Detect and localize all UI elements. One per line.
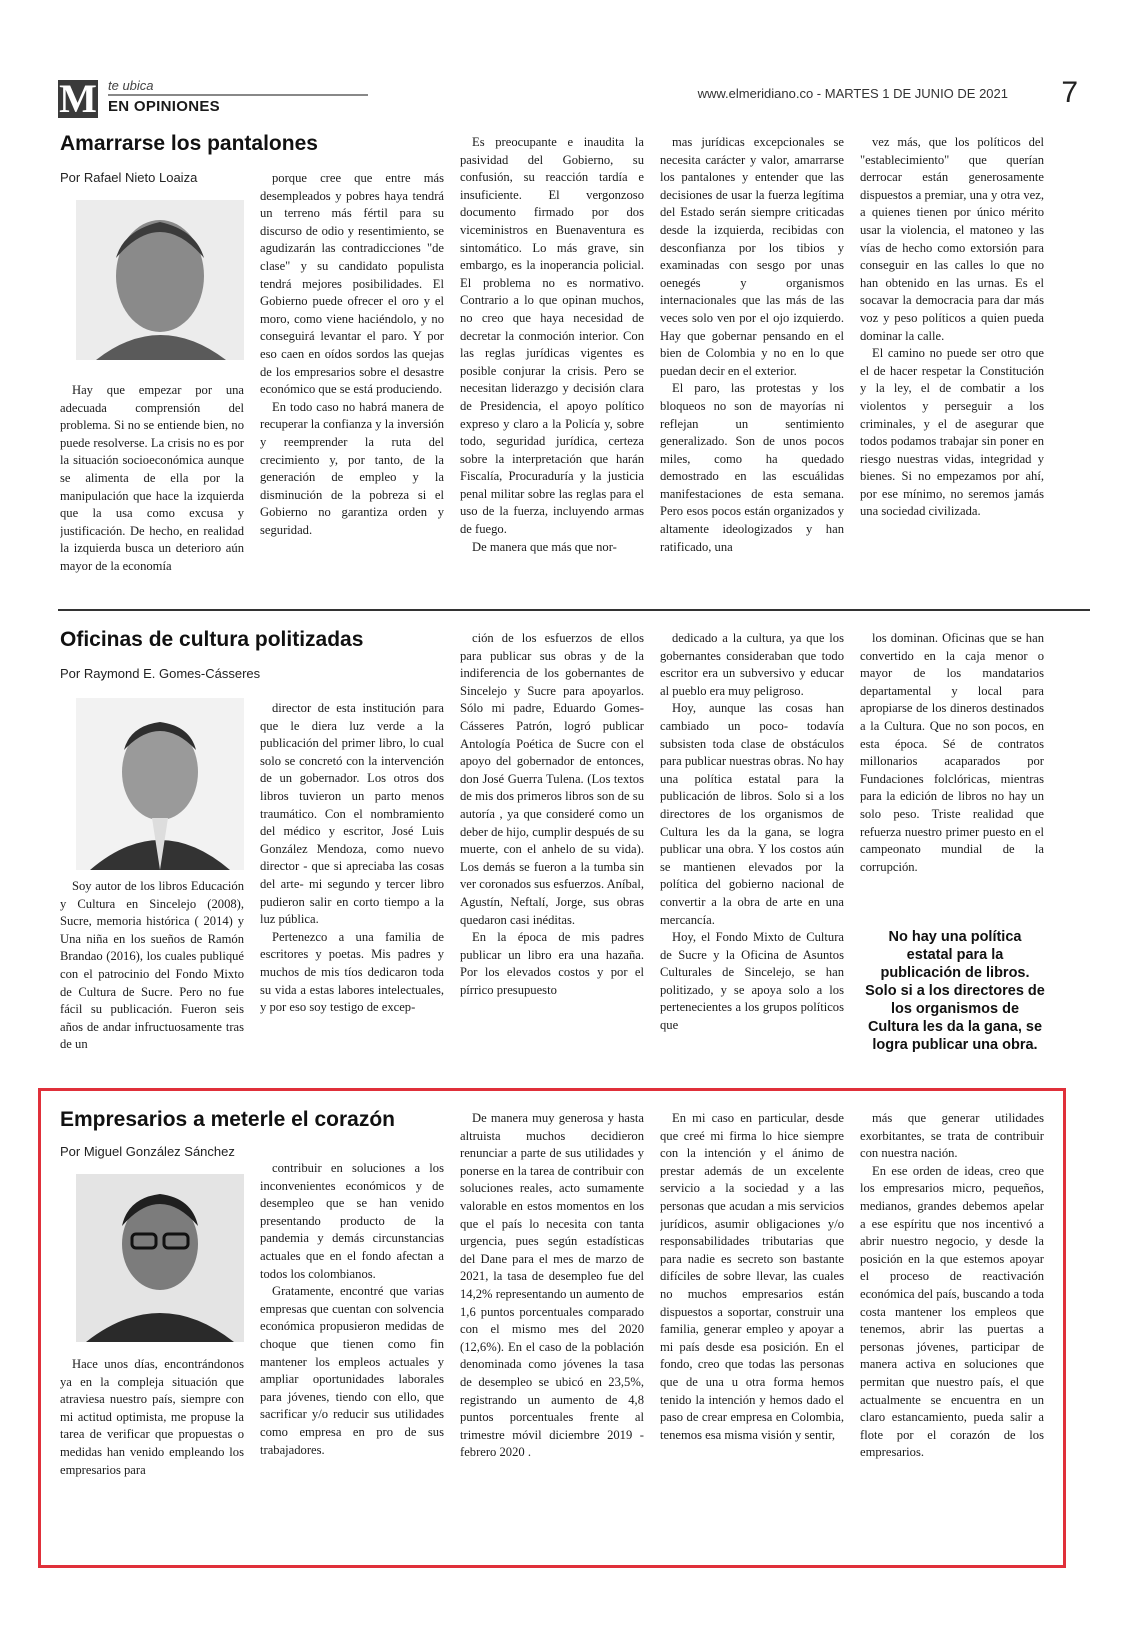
paragraph: Hoy, el Fondo Mixto de Cultura de Sucre y la Oficina de Asuntos Culturales de Sincelejo, se han politizado, y se apoya solo a los pertenecientes a los grupos políticos que — [660, 930, 844, 1033]
dateline: www.elmeridiano.co - MARTES 1 DE JUNIO DE 2021 — [697, 86, 1008, 101]
section-name: EN OPINIONES — [108, 98, 220, 115]
paragraph: Es preocupante e inaudita la pasividad del Gobierno, su confusión, su reacción tardía e insuficiente. El vergonzoso documento firmado por dos viceministros en Buenaventura es sintomático. Lo más grave, sin embargo, es la inoperancia policial. El problema no es normativo. Contrario a lo que opinan muchos, no creo que haya necesidad de decretar la conmoción interior. Con las reglas jurídicas vigentes es posible conjurar la crisis. Pero se necesitan liderazgo y decisión clara de Presidencia, el apoyo político expreso y claro a la Policía y, sobre todo, seguridad jurídica, certeza sobre la interpretación que harán Fiscalía, Procuraduría y la justicia penal militar sobre las reglas para el uso de la fuerza, incluyendo armas de fuego. — [460, 135, 644, 537]
article-column-4 — [660, 630, 844, 1078]
article-title: Oficinas de cultura politizadas — [60, 628, 364, 651]
paragraph: En ese orden de ideas, creo que los empresarios micro, pequeños, medianos, grandes debemos apelar a ese espíritu que nos incentivó a abrir nuestro negocio, y desde la posición en la que estemos apoyar el proceso de reactivación económica del país, buscando a toda costa mantener los empleos que tenemos, abrir las puertas a personas jóvenes, participar de manera activa en soluciones que permitan que nuestro país, el que actualmente se encuentra en un claro estancamiento, pueda salir a flote por el corazón de los empresarios. — [860, 1163, 1044, 1460]
article-column-1 — [60, 878, 244, 1078]
paragraph: mas jurídicas excepcionales se necesita carácter y valor, amarrarse los pantalones y entender que las decisiones de usar la fuerza legítima del Estado serán siempre criticadas desde la izquierda, recibidas con desconfianza por los tibios y examinadas con sesgo por unas oenegés y organismos internacionales que las más de las veces solo ven por el ojo izquierdo. Hay que gobernar pensando en el bien de Colombia y no en lo que puedan decir en el exterior. — [660, 135, 844, 378]
paragraph: Gratamente, encontré que varias empresas que cuentan con solvencia económica propusieron medidas de choque que tienen como fin mantener los empleos actuales y ampliar oportunidades laborales para jóvenes, tiendo con ello, que sacrificar y/o reducir sus utilidades como empresa en pro de sus trabajadores. — [260, 1284, 444, 1457]
article-column-4 — [660, 134, 844, 602]
paragraph: El camino no puede ser otro que el de hacer respetar la Constitución y la ley, el de combatir a los violentos y perseguir a los criminales, y el de asegurar que todos podamos trabajar sin poner en riesgo nuestras vidas, integridad y bienes. Si no empezamos por ahí, por ese mínimo, no seremos jamás una sociedad civilizada. — [860, 346, 1044, 519]
article-column-5 — [860, 1110, 1044, 1556]
article-byline: Por Raymond E. Gomes-Cásseres — [60, 666, 261, 681]
paragraph: contribuir en soluciones a los inconvenientes económicos y de desempleo que se han venido presentando producto de la pandemia y demás circunstancias actuales que en el fondo afectan a todos los colombianos. — [260, 1161, 444, 1281]
paragraph: Pertenezco a una familia de escritores y poetas. Mis padres y muchos de mis tíos dedicaron toda su vida a estas labores intelectuales, y por eso soy testigo de excep- — [260, 929, 444, 1015]
portrait-icon — [76, 1174, 244, 1342]
article-column-1 — [60, 382, 244, 602]
paragraph: más que generar utilidades exorbitantes, se trata de contribuir con nuestra nación. — [860, 1111, 1044, 1161]
article-byline: Por Rafael Nieto Loaiza — [60, 170, 198, 185]
portrait-icon — [76, 200, 244, 360]
header-divider — [108, 94, 368, 96]
author-photo — [76, 698, 244, 870]
newspaper-logo: M — [59, 76, 97, 121]
article-amarrarse — [60, 132, 1090, 612]
article-empresarios — [60, 1108, 1090, 1558]
paragraph: vez más, que los políticos del "establecimiento" que querían derrocar están generosamente dispuestos a premiar, una y otra vez, a quienes tienen por único mérito usar la violencia, el matoneo y las vías de hecho como extorsión para conseguir en las calles lo que no han obtenido en las urnas. Es el socavar la democracia para dar más voz y peso políticos a quien pueda dominar la calle. — [860, 135, 1044, 343]
article-column-3 — [460, 134, 644, 602]
portrait-icon — [76, 698, 244, 870]
author-photo — [76, 1174, 244, 1342]
article-column-1 — [60, 1356, 244, 1556]
logo-tagline: te ubica — [108, 78, 154, 93]
paragraph: Soy autor de los libros Educación y Cultura en Sincelejo (2008), Sucre, memoria histórica ( 2014) y Una niña en los sueños de Ramón Brandao (2016), los cuales publiqué con el patrocinio del Fondo Mixto de Cultura de Sucre. Pero no fue fácil su publicación. Fueron seis años de andar infructuosamente tras de un — [60, 879, 244, 1052]
article-column-3 — [460, 1110, 644, 1556]
article-divider — [58, 609, 1090, 611]
paragraph: En mi caso en particular, desde que creé mi firma lo hice siempre con la intención y el ánimo de prestar además de un excelente servicio a la sociedad y a las personas que acudan a mis servicios jurídicos, asumir obligaciones y/o responsabilidades tributarias que para nadie es secreto son bastante difíciles de sobre llevar, las cuales no muchos empresarios están dispuestos a soportar, construir una familia, generar empleo y apoyar a mi país desde esa posición. En el fondo, creo que todas las personas que de una u otra forma hemos tenido la intención y hemos dado el paso de crear empresa en Colombia, tenemos esa misma visión y sentir, — [660, 1111, 844, 1442]
article-column-2 — [260, 700, 444, 1078]
article-column-2 — [260, 1160, 444, 1556]
article-column-5 — [860, 630, 1044, 910]
paragraph: ción de los esfuerzos de ellos para publicar sus obras y de la indiferencia de los gobernantes de Sincelejo y Sucre para apoyarlos. Sólo mi padre, Eduardo Gomes-Cásseres Patrón, logró publicar Antología Poética de Sucre con el apoyo del gobernador de entonces, don José Guerra Tulena. (Los textos de mis dos primeros libros son de su autoría , ya que consideré como un deber de hijo, cumplir después de su muerte, con el anhelo de su vida). Los demás se fueron a la tumba sin ver coronados sus esfuerzos. Aníbal, Agustín, Neftalí, Jorge, sus obras quedaron casi inéditas. — [460, 631, 644, 927]
paragraph: El paro, las protestas y los bloqueos no son de mayorías ni reflejan un sentimiento generalizado. Son de unos pocos miles, como ha quedado demostrado en las escuálidas manifestaciones de esta semana. Pero esos pocos están organizados y altamente ideologizados y han ratificado, una — [660, 381, 844, 554]
article-column-4 — [660, 1110, 844, 1556]
article-column-2 — [260, 170, 444, 602]
author-photo — [76, 200, 244, 360]
article-column-3 — [460, 630, 644, 1078]
paragraph: los dominan. Oficinas que se han convertido en la caja menor o mayor de los mandatarios departamental y local para apropiarse de los dineros destinados a la Cultura. Que no son pocos, en esta época. Sé de contratos millonarios acaparados por Fundaciones folclóricas, mientras para la edición de libros no hay un solo peso. Triste realidad que refuerza nuestro primer puesto en el campeonato mundial de la corrupción. — [860, 631, 1044, 874]
paragraph: En todo caso no habrá manera de recuperar la confianza y la inversión y reemprender la ruta del crecimiento y, por tanto, de la generación de empleo y la disminución de la pobreza si el Gobierno no garantiza orden y seguridad. — [260, 399, 444, 537]
paragraph: porque cree que entre más desempleados y pobres haya tendrá un terreno más fértil para su discurso de odio y resentimiento, se agudizarán las contradicciones "de clase" y su candidato populista tendrá mejores posibilidades. El Gobierno puede ofrecer el oro y el moro, como viene haciéndolo, y no conseguirá levantar el paro. Y por eso caen en oídos sordos las quejas de los empresarios sobre el desastre económico que se está produciendo. — [260, 171, 444, 397]
pull-quote: No hay una política estatal para la publicación de libros. Solo si a los directores de los organismos de Cultura les da la gana, se logra publicar una obra. — [865, 929, 1045, 1053]
article-title: Empresarios a meterle el corazón — [60, 1108, 395, 1131]
article-title: Amarrarse los pantalones — [60, 132, 318, 155]
article-byline: Por Miguel González Sánchez — [60, 1144, 235, 1159]
article-column-5 — [860, 134, 1044, 602]
paragraph: Hace unos días, encontrándonos ya en la compleja situación que atraviesa nuestro país, siempre con mi actitud optimista, me propuse la tarea de verificar que propuestas o medidas han venido empleando los empresarios para — [60, 1357, 244, 1477]
paragraph: dedicado a la cultura, ya que los gobernantes consideraban que todo escritor era un subversivo y educar al pueblo era muy peligroso. — [660, 631, 844, 698]
paragraph: De manera que más que nor- — [472, 539, 617, 554]
paragraph: En la época de mis padres publicar un libro era una hazaña. Por los elevados costos y por el pírrico presupuesto — [460, 930, 644, 997]
paragraph: Hoy, aunque las cosas han cambiado un poco- todavía subsisten toda clase de obstáculos para publicar nuestras obras. No hay una política estatal para la publicación de libros. Solo si a los directores de los organismos de Cultura les da la gana, se logra publicar una obra. Y los costos aún se mantienen elevados por la política del gobierno nacional de convertir a la obra de arte en una mercancía. — [660, 701, 844, 927]
page-header — [58, 76, 1088, 120]
page-number: 7 — [1061, 76, 1078, 109]
paragraph: director de esta institución para que le diera luz verde a la publicación del primer libro, lo cual solo se concretó con la intervención de un gobernador. Los otros dos libros tuvieron un parto menos traumático. Con el nombramiento del médico y escritor, José Luis González Mendoza, como nuevo director - que si apreciaba las cosas del arte- mi segundo y tercer libro pudieron salir en corto tiempo a la luz pública. — [260, 701, 444, 927]
paragraph: De manera muy generosa y hasta altruista muchos decidieron renunciar a parte de sus utilidades y ponerse en la tarea de contribuir con soluciones reales, acto sumamente valorable en estos momentos en los que el país lo necesita con tanta urgencia, pues según estadísticas del Dane para el mes de marzo de 2021, la tasa de desempleo fue del 14,2% representando un aumento de 1,6 puntos porcentuales comparado con el mismo mes del 2020 (12,6%). En el caso de la población denominada como jóvenes la tasa de desempleo se ubicó en 23,5%, registrando un aumento de 4,8 puntos porcentuales frente al trimestre móvil diciembre 2019 - febrero 2020 . — [460, 1111, 644, 1460]
paragraph: Hay que empezar por una adecuada comprensión del problema. Si no se entiende bien, no puede resolverse. La crisis no es por la situación socioeconómica aunque se alimenta de ella por la manipulación que hace la izquierda que la usa como excusa y justificación. De hecho, en realidad la izquierda busca un deterioro aún mayor de la economía — [60, 383, 244, 573]
